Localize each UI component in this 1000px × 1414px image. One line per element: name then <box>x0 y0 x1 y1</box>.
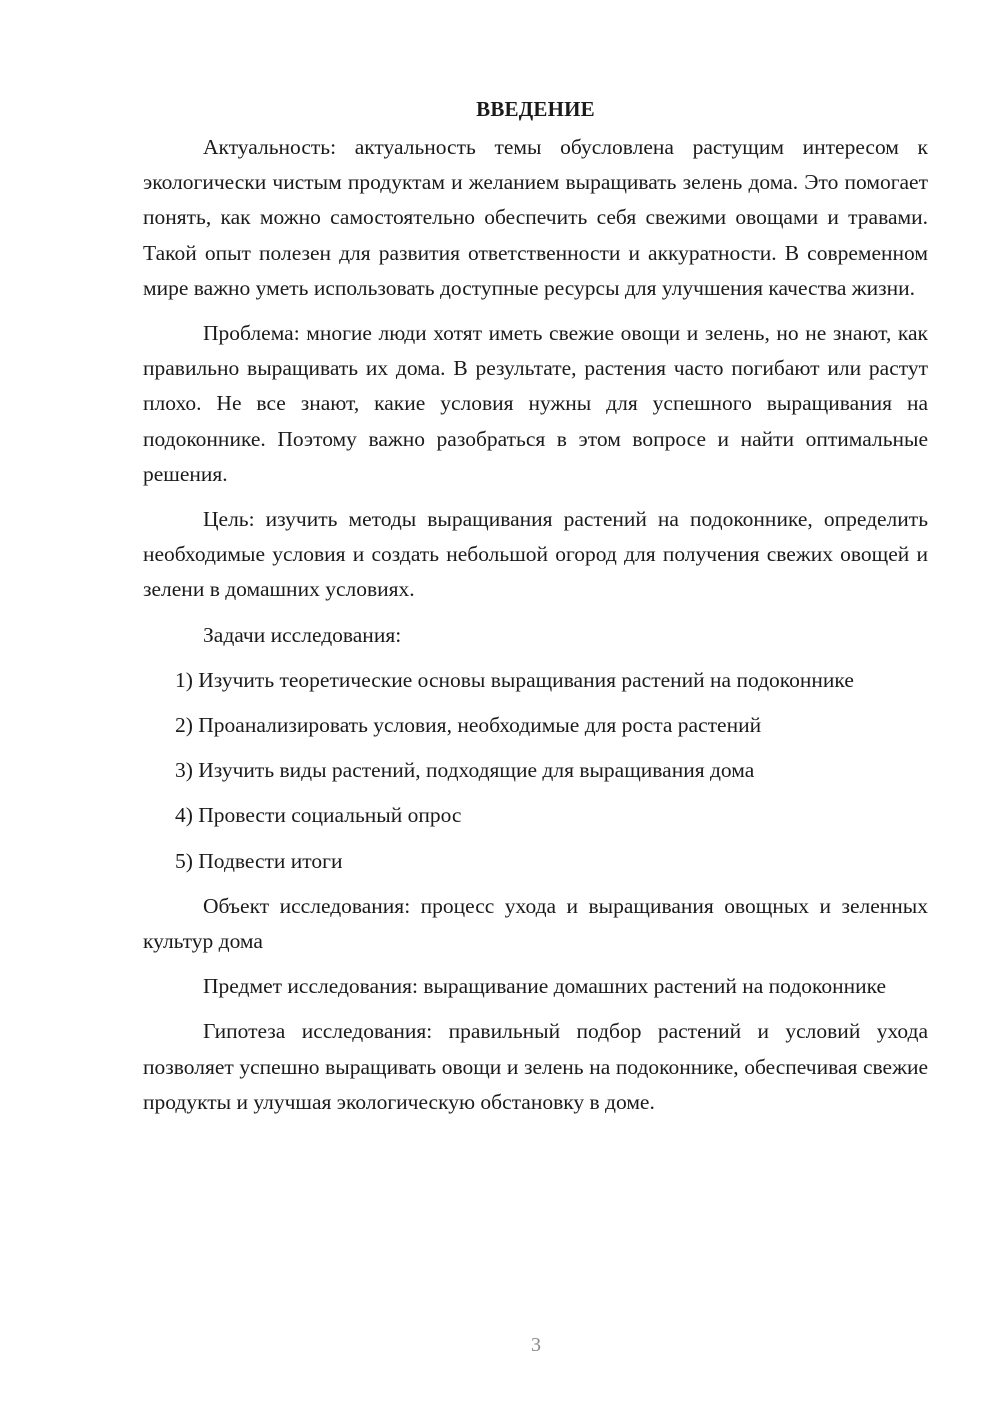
tasks-list <box>143 663 928 879</box>
paragraph-relevance: Актуальность: актуальность темы обусловлена растущим интересом к экологически чистым продуктам и желанием выращивать зелень дома. Это помогает понять, как можно самостоятельно обеспечить себя свежими овощами и травами. Такой опыт полезен для развития ответственности и аккуратности. В современном мире важно уметь использовать доступные ресурсы для улучшения качества жизни. <box>143 135 928 300</box>
task-item: 1) Изучить теоретические основы выращивания растений на подоконнике <box>175 667 854 692</box>
task-item: 4) Провести социальный опрос <box>175 803 462 828</box>
paragraph-problem: Проблема: многие люди хотят иметь свежие овощи и зелень, но не знают, как правильно выращивать их дома. В результате, растения часто погибают или растут плохо. Не все знают, какие условия нужны для успешного выращивания на подоконнике. Поэтому важно разобраться в этом вопросе и найти оптимальные решения. <box>143 321 928 486</box>
task-item: 5) Подвести итоги <box>175 848 343 873</box>
task-item: 3) Изучить виды растений, подходящие для выращивания дома <box>175 758 755 783</box>
tasks-heading: Задачи исследования: <box>203 622 402 647</box>
task-item: 2) Проанализировать условия, необходимые для роста растений <box>175 713 762 738</box>
paragraph-hypothesis: Гипотеза исследования: правильный подбор растений и условий ухода позволяет успешно выращивать овощи и зелень на подоконнике, обеспечивая свежие продукты и улучшая экологическую обстановку в доме. <box>143 1019 928 1114</box>
paragraph-subject: Предмет исследования: выращивание домашних растений на подоконнике <box>203 974 887 999</box>
document-page <box>143 92 928 1130</box>
paragraph-goal: Цель: изучить методы выращивания растений на подоконнике, определить необходимые условия и создать небольшой огород для получения свежих овощей и зелени в домашних условиях. <box>143 507 928 602</box>
section-title: ВВЕДЕНИЕ <box>476 97 595 121</box>
page-number: 3 <box>531 1334 541 1356</box>
paragraph-object: Объект исследования: процесс ухода и выращивания овощных и зеленных культур дома <box>143 893 928 954</box>
